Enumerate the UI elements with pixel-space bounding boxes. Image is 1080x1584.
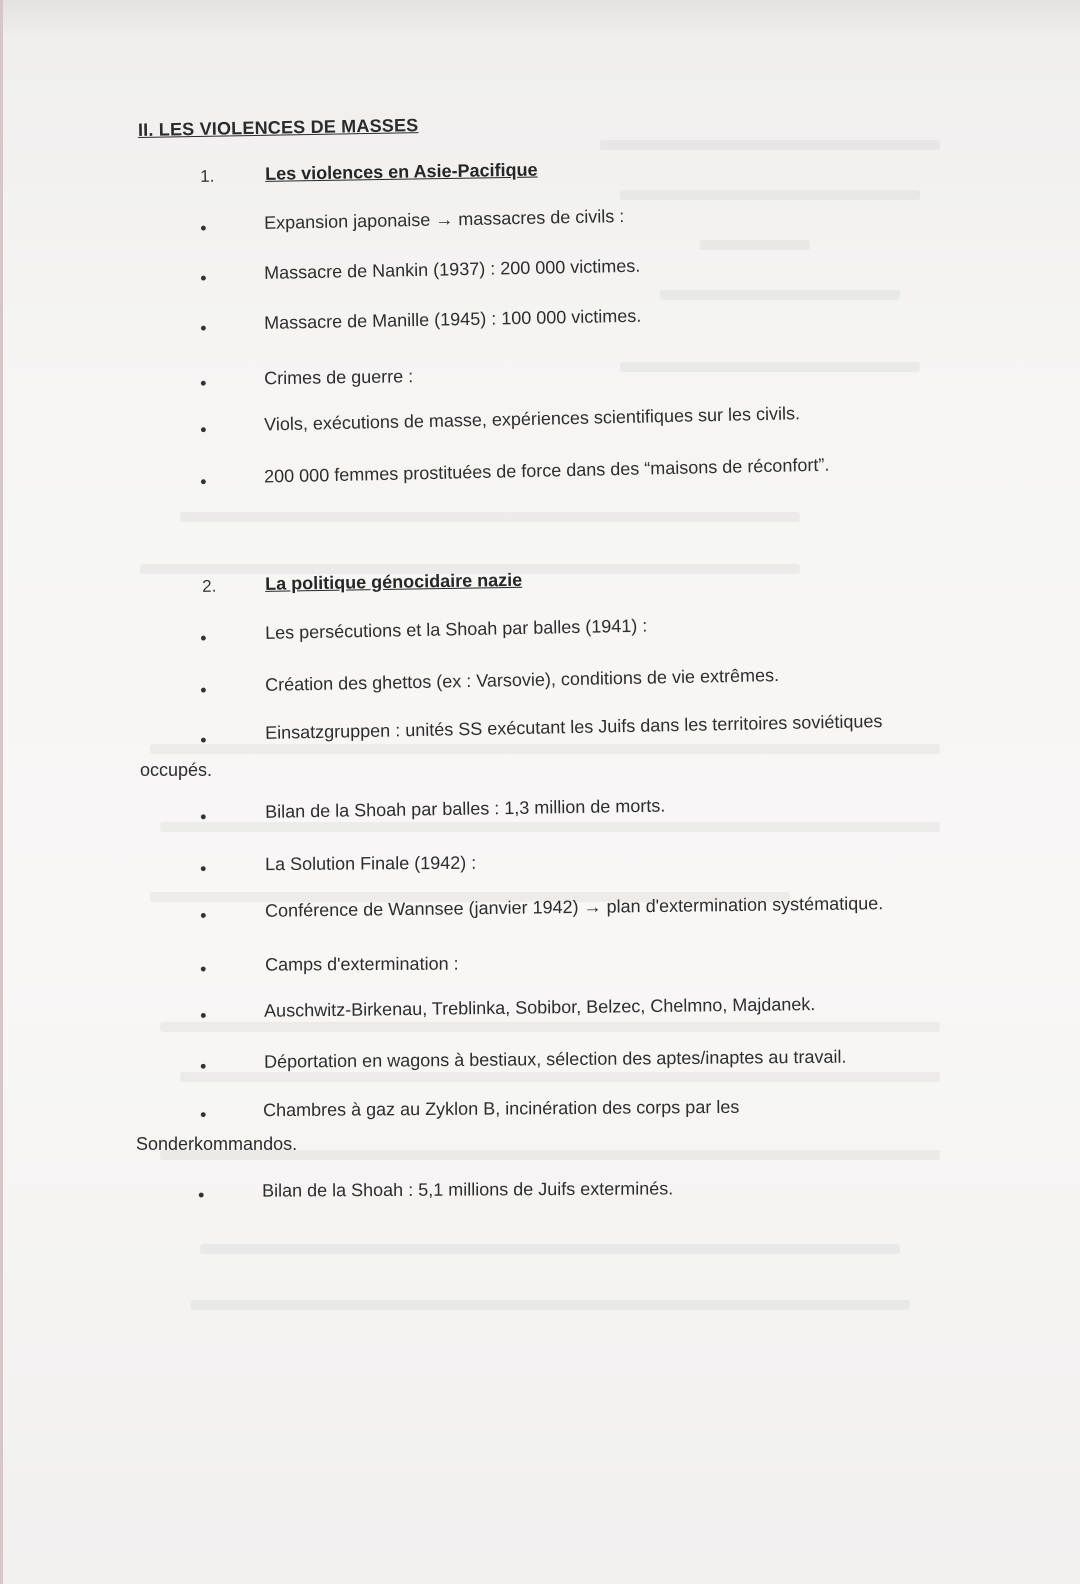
bleed-through xyxy=(200,1244,900,1254)
bullet: • xyxy=(198,1184,205,1205)
bullet: • xyxy=(200,680,207,701)
bullet: • xyxy=(200,1104,207,1125)
subsection-1-title: Les violences en Asie-Pacifique xyxy=(264,159,538,184)
bleed-through xyxy=(660,290,900,300)
scan-shadow xyxy=(0,0,1080,38)
bullet: • xyxy=(200,628,207,649)
list-item-text: Bilan de la Shoah par balles : 1,3 million de morts. xyxy=(264,795,666,822)
bullet: • xyxy=(200,1056,207,1077)
list-item-text: Massacre de Nankin (1937) : 200 000 victimes. xyxy=(263,255,641,283)
bleed-through xyxy=(190,1300,910,1310)
bullet: • xyxy=(200,905,207,926)
bleed-through xyxy=(620,190,920,200)
list-item-text: Expansion japonaise → massacres de civils : xyxy=(263,206,625,233)
list-item-text: Bilan de la Shoah : 5,1 millions de Juifs exterminés. xyxy=(261,1178,674,1201)
bleed-through xyxy=(180,512,800,522)
bleed-through xyxy=(700,240,810,250)
list-item-text: 200 000 femmes prostituées de force dans des “maisons de réconfort”. xyxy=(263,454,830,487)
list-item-text: Création des ghettos (ex : Varsovie), conditions de vie extrêmes. xyxy=(264,665,780,695)
bullet: • xyxy=(200,373,207,394)
list-item-text: Chambres à gaz au Zyklon B, incinération des corps par les xyxy=(262,1096,740,1121)
bullet: • xyxy=(200,858,207,879)
bullet: • xyxy=(200,419,207,440)
bullet: • xyxy=(200,471,207,492)
bleed-through xyxy=(600,140,940,150)
list-item-text: Massacre de Manille (1945) : 100 000 victimes. xyxy=(263,305,642,333)
subsection-2-title: La politique génocidaire nazie xyxy=(264,569,523,594)
bleed-through xyxy=(150,744,940,754)
list-item-text: Crimes de guerre : xyxy=(263,366,414,389)
list-item-continuation: occupés. xyxy=(140,760,213,780)
bleed-through xyxy=(160,1022,940,1032)
list-item-text: La Solution Finale (1942) : xyxy=(264,852,477,875)
list-item-text: Camps d'extermination : xyxy=(264,953,459,975)
list-item-text: Conférence de Wannsee (janvier 1942) → plan d'extermination systématique. xyxy=(264,893,884,921)
page-edge xyxy=(0,0,3,1584)
subsection-1-number: 1. xyxy=(200,166,215,186)
bleed-through xyxy=(620,362,920,372)
bullet: • xyxy=(200,318,207,339)
list-item-text: Viols, exécutions de masse, expériences scientifiques sur les civils. xyxy=(263,403,801,435)
bullet: • xyxy=(200,1005,207,1026)
list-item-text: Déportation en wagons à bestiaux, sélection des aptes/inaptes au travail. xyxy=(263,1046,847,1072)
bullet: • xyxy=(200,958,207,979)
bleed-through xyxy=(180,1072,940,1082)
bullet: • xyxy=(200,268,207,289)
bullet: • xyxy=(200,218,207,239)
subsection-2-number: 2. xyxy=(202,576,217,596)
list-item-continuation: Sonderkommandos. xyxy=(136,1134,298,1154)
bullet: • xyxy=(200,806,207,827)
list-item-text: Les persécutions et la Shoah par balles (1941) : xyxy=(264,615,648,643)
bleed-through xyxy=(160,822,940,832)
list-item-text: Auschwitz-Birkenau, Treblinka, Sobibor, Belzec, Chelmno, Majdanek. xyxy=(263,994,816,1021)
bullet: • xyxy=(200,730,207,751)
section-title: II. LES VIOLENCES DE MASSES xyxy=(137,115,419,140)
list-item-text: Einsatzgruppen : unités SS exécutant les Juifs dans les territoires soviétiques xyxy=(264,711,883,743)
